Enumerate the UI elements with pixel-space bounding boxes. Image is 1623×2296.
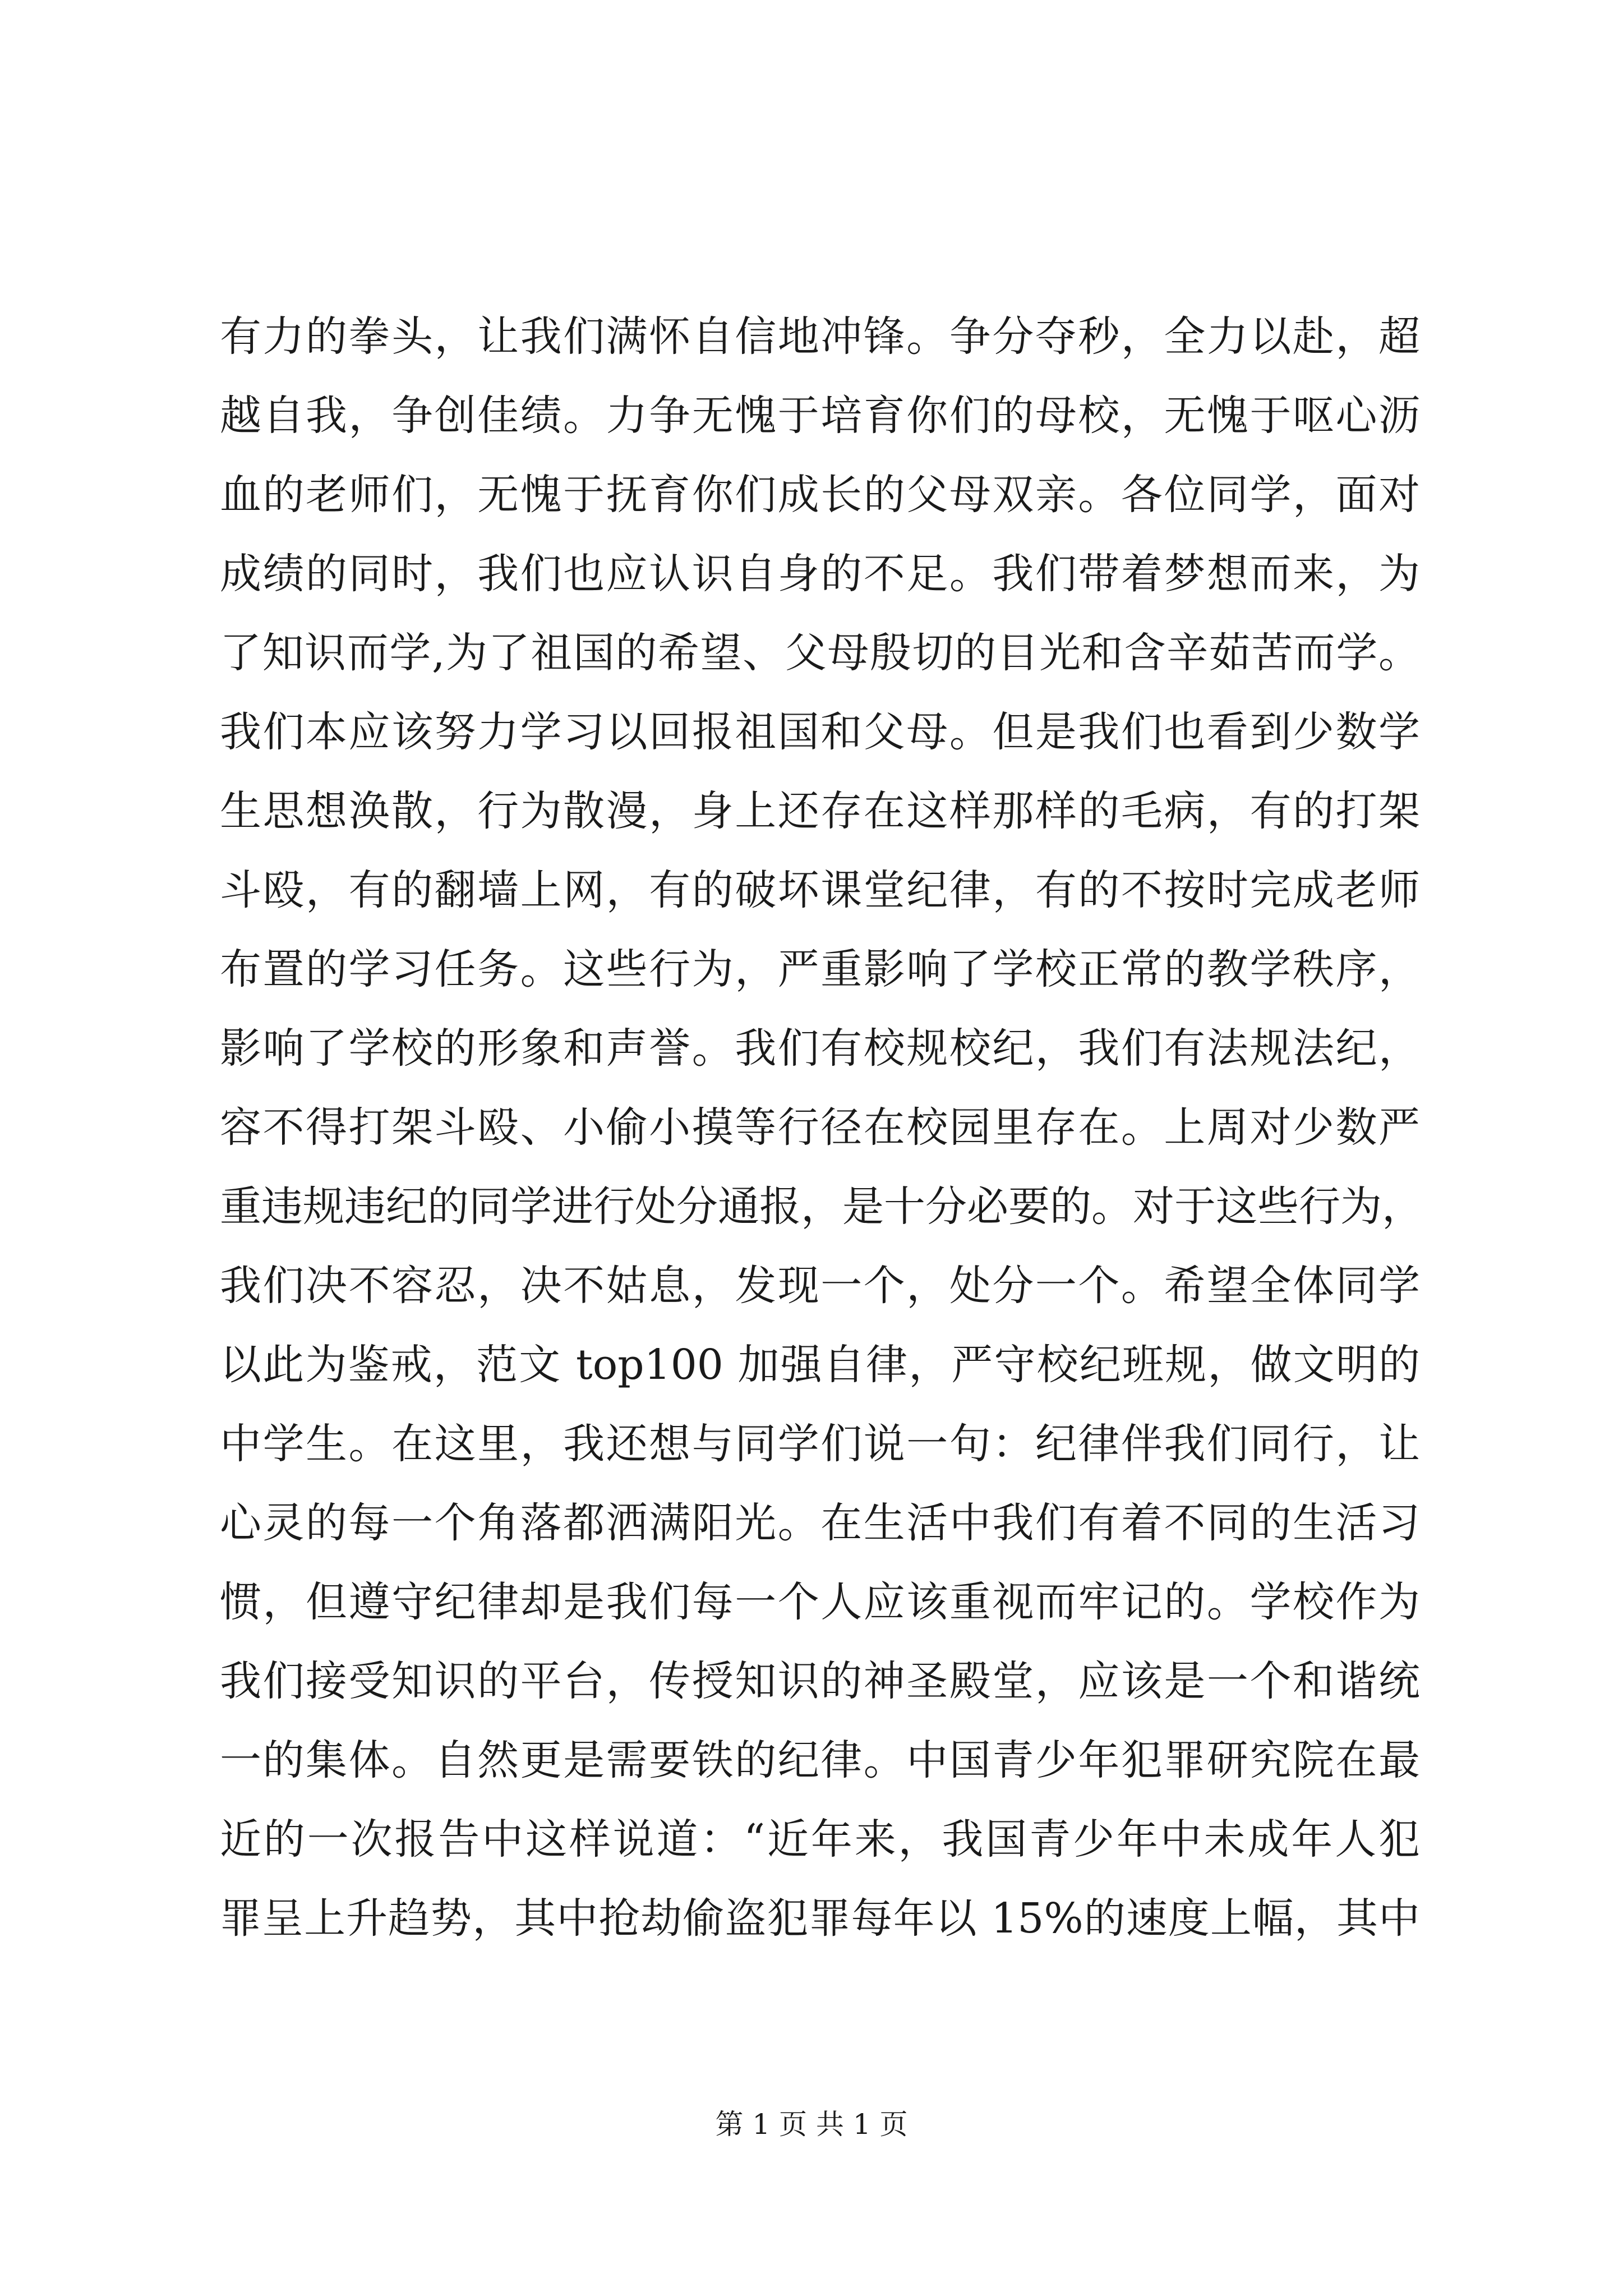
text-line: 一的集体。自然更是需要铁的纪律。中国青少年犯罪研究院在最 — [220, 1736, 1420, 1784]
text-line: 近的一次报告中这样说道：“近年来，我国青少年中未成年人犯 — [220, 1815, 1420, 1864]
text-line: 了知识而学,为了祖国的希望、父母殷切的目光和含辛茹苦而学。 — [220, 629, 1420, 677]
text-line: 有力的拳头，让我们满怀自信地冲锋。争分夺秒，全力以赴，超 — [220, 312, 1420, 361]
text-line: 影响了学校的形象和声誉。我们有校规校纪，我们有法规法纪， — [220, 1024, 1420, 1073]
text-line: 罪呈上升趋势，其中抢劫偷盗犯罪每年以 15%的速度上幅，其中 — [220, 1894, 1420, 1943]
text-line: 生思想涣散，行为散漫，身上还存在这样那样的毛病，有的打架 — [220, 787, 1420, 835]
text-line: 成绩的同时，我们也应认识自身的不足。我们带着梦想而来，为 — [220, 550, 1420, 598]
text-line: 越自我，争创佳绩。力争无愧于培育你们的母校，无愧于呕心沥 — [220, 392, 1420, 440]
text-line: 布置的学习任务。这些行为，严重影响了学校正常的教学秩序， — [220, 945, 1420, 993]
text-line: 斗殴，有的翻墙上网，有的破坏课堂纪律，有的不按时完成老师 — [220, 866, 1420, 914]
text-line: 我们本应该努力学习以回报祖国和父母。但是我们也看到少数学 — [220, 708, 1420, 756]
text-line: 重违规违纪的同学进行处分通报，是十分必要的。对于这些行为， — [220, 1182, 1423, 1231]
text-line: 心灵的每一个角落都洒满阳光。在生活中我们有着不同的生活习 — [220, 1499, 1420, 1547]
page-footer: 第 1 页 共 1 页 — [715, 2108, 908, 2141]
text-line: 惯，但遵守纪律却是我们每一个人应该重视而牢记的。学校作为 — [220, 1578, 1420, 1626]
text-line: 容不得打架斗殴、小偷小摸等行径在校园里存在。上周对少数严 — [220, 1103, 1420, 1152]
text-line: 我们决不容忍，决不姑息，发现一个，处分一个。希望全体同学 — [220, 1262, 1420, 1310]
text-line: 我们接受知识的平台，传授知识的神圣殿堂，应该是一个和谐统 — [220, 1657, 1420, 1705]
body-text — [220, 297, 1423, 1958]
text-line: 以此为鉴戒，范文 top100 加强自律，严守校纪班规，做文明的 — [220, 1341, 1420, 1389]
text-line: 血的老师们，无愧于抚育你们成长的父母双亲。各位同学，面对 — [220, 471, 1420, 519]
text-line: 中学生。在这里，我还想与同学们说一句：纪律伴我们同行，让 — [220, 1420, 1420, 1468]
